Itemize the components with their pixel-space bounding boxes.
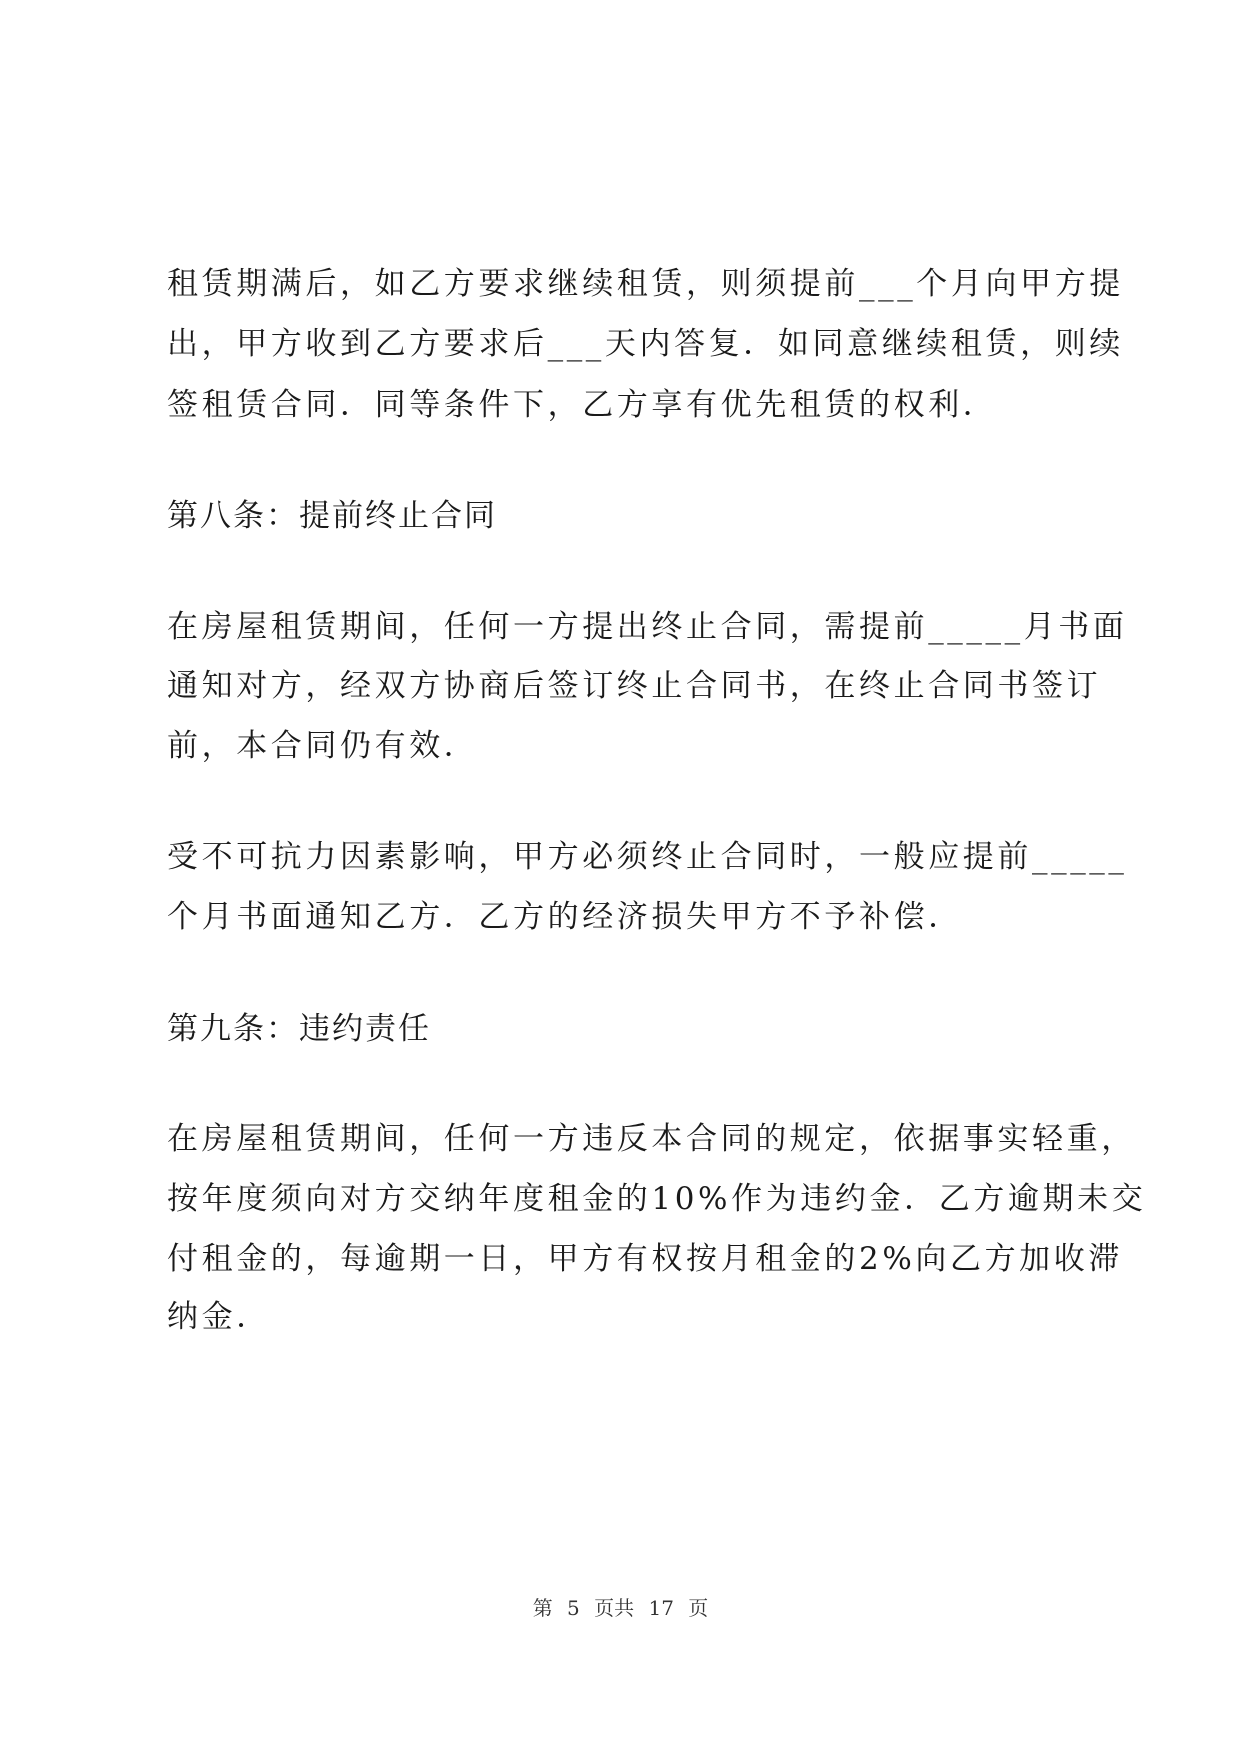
paragraph-line: 付租金的，每逾期一日，甲方有权按月租金的2%向乙方加收滞	[167, 1241, 1123, 1277]
paragraph-line: 纳金．	[167, 1299, 271, 1335]
page-number-footer: 第 5 页共 17 页	[532, 1596, 709, 1620]
section-heading-article-8: 第八条：提前终止合同	[167, 498, 497, 534]
paragraph-line: 按年度须向对方交纳年度租金的10%作为违约金．乙方逾期未交	[167, 1181, 1147, 1217]
paragraph-line: 租赁期满后，如乙方要求继续租赁，则须提前___个月向甲方提	[167, 266, 1124, 302]
paragraph-line: 在房屋租赁期间，任何一方违反本合同的规定，依据事实轻重，	[167, 1121, 1136, 1157]
paragraph-line: 签租赁合同．同等条件下，乙方享有优先租赁的权利．	[167, 387, 998, 423]
paragraph-line: 个月书面通知乙方．乙方的经济损失甲方不予补偿．	[167, 899, 963, 935]
section-heading-article-9: 第九条：违约责任	[167, 1011, 431, 1047]
paragraph-line: 通知对方，经双方协商后签订终止合同书，在终止合同书签订	[167, 668, 1102, 704]
paragraph-line: 在房屋租赁期间，任何一方提出终止合同，需提前_____月书面	[167, 609, 1128, 645]
paragraph-line: 出，甲方收到乙方要求后___天内答复．如同意继续租赁，则续	[167, 326, 1124, 362]
paragraph-line: 受不可抗力因素影响，甲方必须终止合同时，一般应提前_____	[167, 839, 1128, 875]
paragraph-line: 前，本合同仍有效．	[167, 728, 479, 764]
